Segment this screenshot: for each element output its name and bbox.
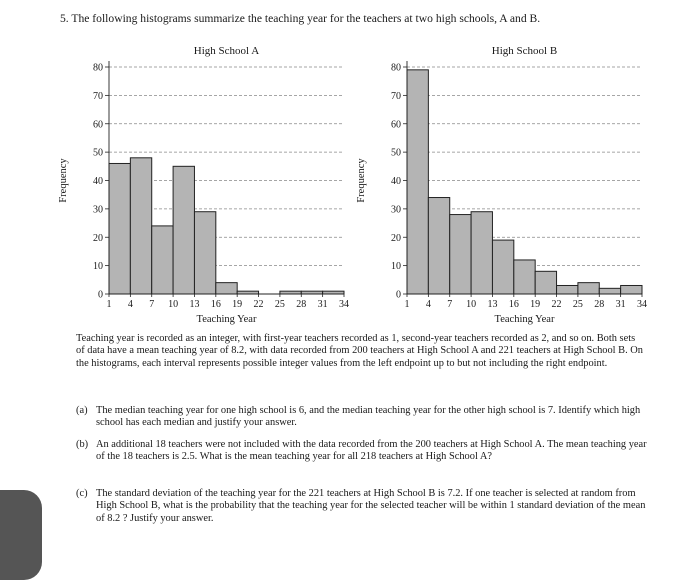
histogram-bar — [621, 285, 642, 294]
y-tick-label: 20 — [93, 232, 103, 244]
histogram-bar — [557, 285, 578, 294]
x-tick-label: 19 — [232, 299, 243, 310]
histogram-bar — [301, 291, 322, 294]
y-tick-label: 60 — [391, 119, 401, 131]
x-tick-label: 19 — [530, 299, 541, 310]
part-c-label: (c) — [76, 488, 88, 499]
x-tick-label: 1 — [106, 299, 112, 310]
histogram-bar — [407, 70, 428, 294]
histogram-bar — [152, 226, 173, 294]
x-tick-label: 13 — [189, 299, 200, 310]
part-c — [76, 488, 651, 525]
x-tick-label: 1 — [404, 299, 410, 310]
x-tick-label: 25 — [274, 299, 285, 310]
y-tick-label: 20 — [391, 232, 401, 244]
x-tick-label: 4 — [425, 299, 431, 310]
question-title: 5. The following histograms summarize the teaching year for the teachers at two high schools, A and B. — [60, 12, 541, 25]
histogram-bar — [535, 271, 556, 294]
part-b-text: An additional 18 teachers were not included with the data recorded from the 200 teachers at High School A. The mean teaching year of the 18 teachers is 2.5. What is the mean teaching year for all 218 teachers at High School A? — [96, 439, 647, 463]
x-tick-label: 31 — [317, 299, 328, 310]
chart-title: High School B — [491, 45, 558, 57]
histogram-bar — [428, 198, 449, 294]
histogram-bar — [450, 215, 471, 294]
y-tick-label: 30 — [391, 204, 401, 216]
y-tick-label: 70 — [93, 90, 103, 102]
part-a-text: The median teaching year for one high school is 6, and the median teaching year for the other high school is 7. Identify which high school has each median and justify your answer. — [96, 405, 641, 429]
y-tick-label: 60 — [93, 119, 103, 131]
x-tick-label: 7 — [447, 299, 453, 310]
x-tick-label: 22 — [253, 299, 264, 310]
x-tick-label: 4 — [127, 299, 133, 310]
part-c-text: The standard deviation of the teaching year for the 221 teachers at High School B is 7.2. If one teacher is selected at random from High School B, what is the probability that the teaching year for the selected teacher will be within 1 standard deviation of the mean of 8.2 ? Justify your answer. — [96, 488, 646, 524]
histogram-bar — [130, 158, 151, 294]
y-axis-label: Frequency — [58, 158, 69, 203]
y-tick-label: 50 — [391, 147, 401, 159]
y-tick-label: 40 — [93, 176, 103, 187]
part-b — [76, 439, 651, 464]
histogram-bar — [280, 291, 301, 294]
x-tick-label: 10 — [466, 299, 477, 310]
x-tick-label: 28 — [296, 299, 307, 310]
y-tick-label: 10 — [93, 261, 103, 273]
y-tick-label: 80 — [93, 62, 103, 74]
part-a — [76, 405, 651, 430]
x-tick-label: 34 — [637, 299, 647, 310]
x-tick-label: 34 — [339, 299, 349, 310]
histogram-high-school-b — [350, 38, 650, 333]
x-axis-label: Teaching Year — [494, 314, 555, 325]
x-tick-label: 25 — [572, 299, 583, 310]
y-tick-label: 80 — [391, 62, 401, 74]
y-axis-label: Frequency — [356, 158, 367, 203]
x-tick-label: 13 — [487, 299, 498, 310]
histogram-high-school-a — [52, 38, 352, 333]
histogram-bar — [194, 212, 215, 294]
part-a-label: (a) — [76, 405, 88, 416]
histogram-bar — [599, 288, 620, 294]
histogram-bar — [173, 166, 194, 294]
part-b-label: (b) — [76, 439, 89, 450]
histogram-bar — [492, 240, 513, 294]
x-tick-label: 7 — [149, 299, 155, 310]
histogram-bar — [323, 291, 344, 294]
x-tick-label: 10 — [168, 299, 179, 310]
histogram-bar — [514, 260, 535, 294]
x-tick-label: 28 — [594, 299, 605, 310]
y-tick-label: 50 — [93, 147, 103, 159]
y-tick-label: 30 — [93, 204, 103, 216]
y-tick-label: 40 — [391, 176, 401, 187]
y-tick-label: 0 — [396, 289, 401, 301]
x-tick-label: 22 — [551, 299, 562, 310]
x-tick-label: 31 — [615, 299, 626, 310]
y-tick-label: 70 — [391, 90, 401, 102]
question-intro: Teaching year is recorded as an integer, with first-year teachers recorded as 1, second-year teachers recorded as 2, and so on. Both sets of data have a mean teaching year of 8.2, with data recorded from 200 teachers at High School A and 221 teachers at High School B. On the histograms, each interval represents possible integer values from the left endpoint up to but not including the right endpoint. — [76, 333, 643, 369]
histogram-bar — [578, 283, 599, 294]
x-axis-label: Teaching Year — [196, 314, 257, 325]
histogram-bar — [109, 163, 130, 294]
x-tick-label: 16 — [210, 299, 221, 310]
x-tick-label: 16 — [508, 299, 519, 310]
histogram-bar — [237, 291, 258, 294]
y-tick-label: 0 — [98, 289, 103, 301]
histogram-bar — [216, 283, 237, 294]
histogram-bar — [471, 212, 492, 294]
corner-shadow — [0, 490, 42, 580]
chart-title: High School A — [193, 45, 260, 57]
y-tick-label: 10 — [391, 261, 401, 273]
